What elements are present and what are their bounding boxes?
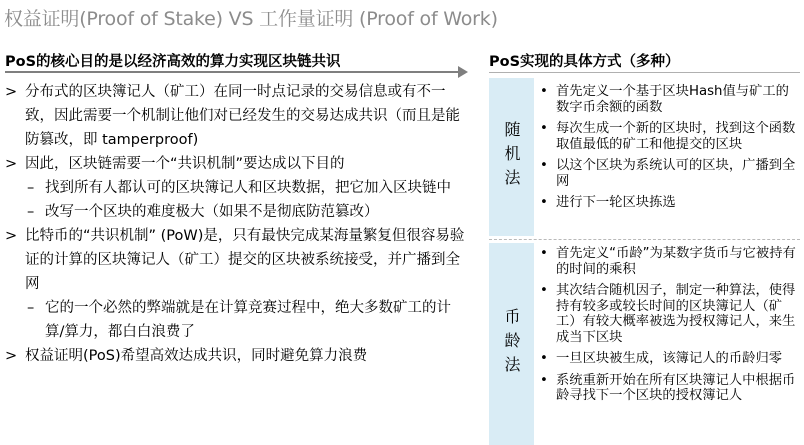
list-item (536, 283, 798, 345)
sub-list-item (5, 200, 465, 224)
bullet-icon: • (540, 246, 548, 261)
section-separator (489, 239, 800, 240)
list-item-text: 进行下一轮区块拣选 (556, 195, 676, 210)
list-item (5, 152, 465, 176)
chevron-icon: > (5, 228, 18, 244)
list-item (5, 344, 465, 368)
dash-icon: – (27, 204, 35, 220)
chevron-icon: > (5, 156, 18, 172)
left-body (5, 80, 465, 368)
sub-list-item (5, 296, 465, 344)
chevron-icon: > (5, 84, 18, 100)
dash-icon: – (27, 300, 35, 316)
list-item (536, 84, 798, 115)
right-heading: PoS实现的具体方式（多种） (489, 54, 680, 70)
bullet-icon: • (540, 372, 548, 388)
bullet-icon: • (540, 158, 548, 173)
list-item-text: 改写一个区块的难度极大（如果不是彻底防范篡改） (45, 204, 379, 220)
category-box-random (489, 78, 534, 236)
bullet-icon: • (540, 84, 548, 99)
left-heading: PoS的核心目的是以经济高效的算力实现区块链共识 (5, 54, 341, 70)
category-label: 随机法 (502, 121, 521, 193)
heading-divider (489, 72, 800, 73)
bullet-icon: • (540, 351, 548, 366)
category-label: 币龄法 (502, 308, 521, 380)
list-item (536, 351, 798, 367)
bullet-icon: • (540, 195, 548, 210)
list-item-text: 它的一个必然的弊端就是在计算竞赛过程中，绝大多数矿工的计算/算力，都白白浪费了 (45, 300, 451, 340)
list-item (536, 246, 798, 277)
list-item-text: 一旦区块被生成，该簿记人的币龄归零 (556, 351, 783, 366)
category-box-coin-age (489, 243, 534, 445)
list-item-text: 每次生成一个新的区块时，找到这个函数取值最低的矿工和他提交的区块 (556, 121, 796, 152)
bullet-icon: • (540, 121, 548, 136)
arrow-right-icon (458, 66, 468, 78)
list-item-text: 比特币的“共识机制” (PoW)是，只有最快完成某海量繁复但很容易验证的计算的区块簿记人（矿工）提交的区块被系统接受，并广播到全网 (25, 228, 465, 292)
heading-arrow-line (5, 71, 460, 73)
list-item-text: 首先定义“币龄”为某数字货币与它被持有的时间的乘积 (556, 246, 796, 277)
list-item-text: 首先定义一个基于区块Hash值与矿工的数字币余额的函数 (556, 84, 789, 115)
bullet-icon: • (540, 283, 548, 298)
sub-list-item (5, 176, 465, 200)
list-item (5, 224, 465, 296)
list-item (536, 373, 798, 404)
list-item-text: 权益证明(PoS)希望高效达成共识，同时避免算力浪费 (25, 348, 368, 364)
list-item (536, 158, 798, 189)
list-item-text: 以这个区块为系统认可的区块，广播到全网 (556, 158, 796, 189)
coin-age-method-list (536, 246, 798, 410)
list-item-text: 其次结合随机因子，制定一种算法，使得持有较多或较长时间的区块簿记人（矿工）有较大概率被选为授权簿记人，来生成当下区块 (556, 283, 796, 345)
list-item-text: 找到所有人都认可的区块簿记人和区块数据，把它加入区块链中 (45, 180, 451, 196)
list-item (5, 80, 465, 152)
list-item-text: 分布式的区块簿记人（矿工）在同一时点记录的交易信息或有不一致，因此需要一个机制让他们对已经发生的交易达成共识（而且是能防篡改，即 tamperproof) (25, 84, 460, 148)
chevron-icon: > (5, 348, 18, 364)
list-item (536, 195, 798, 211)
list-item (536, 121, 798, 152)
dash-icon: – (27, 180, 35, 196)
random-method-list (536, 84, 798, 217)
slide-title: 权益证明(Proof of Stake) VS 工作量证明 (Proof of Work) (4, 8, 498, 30)
list-item-text: 系统重新开始在所有区块簿记人中根据币龄寻找下一个区块的授权簿记人 (556, 372, 796, 403)
list-item-text: 因此，区块链需要一个“共识机制”要达成以下目的 (25, 156, 345, 172)
